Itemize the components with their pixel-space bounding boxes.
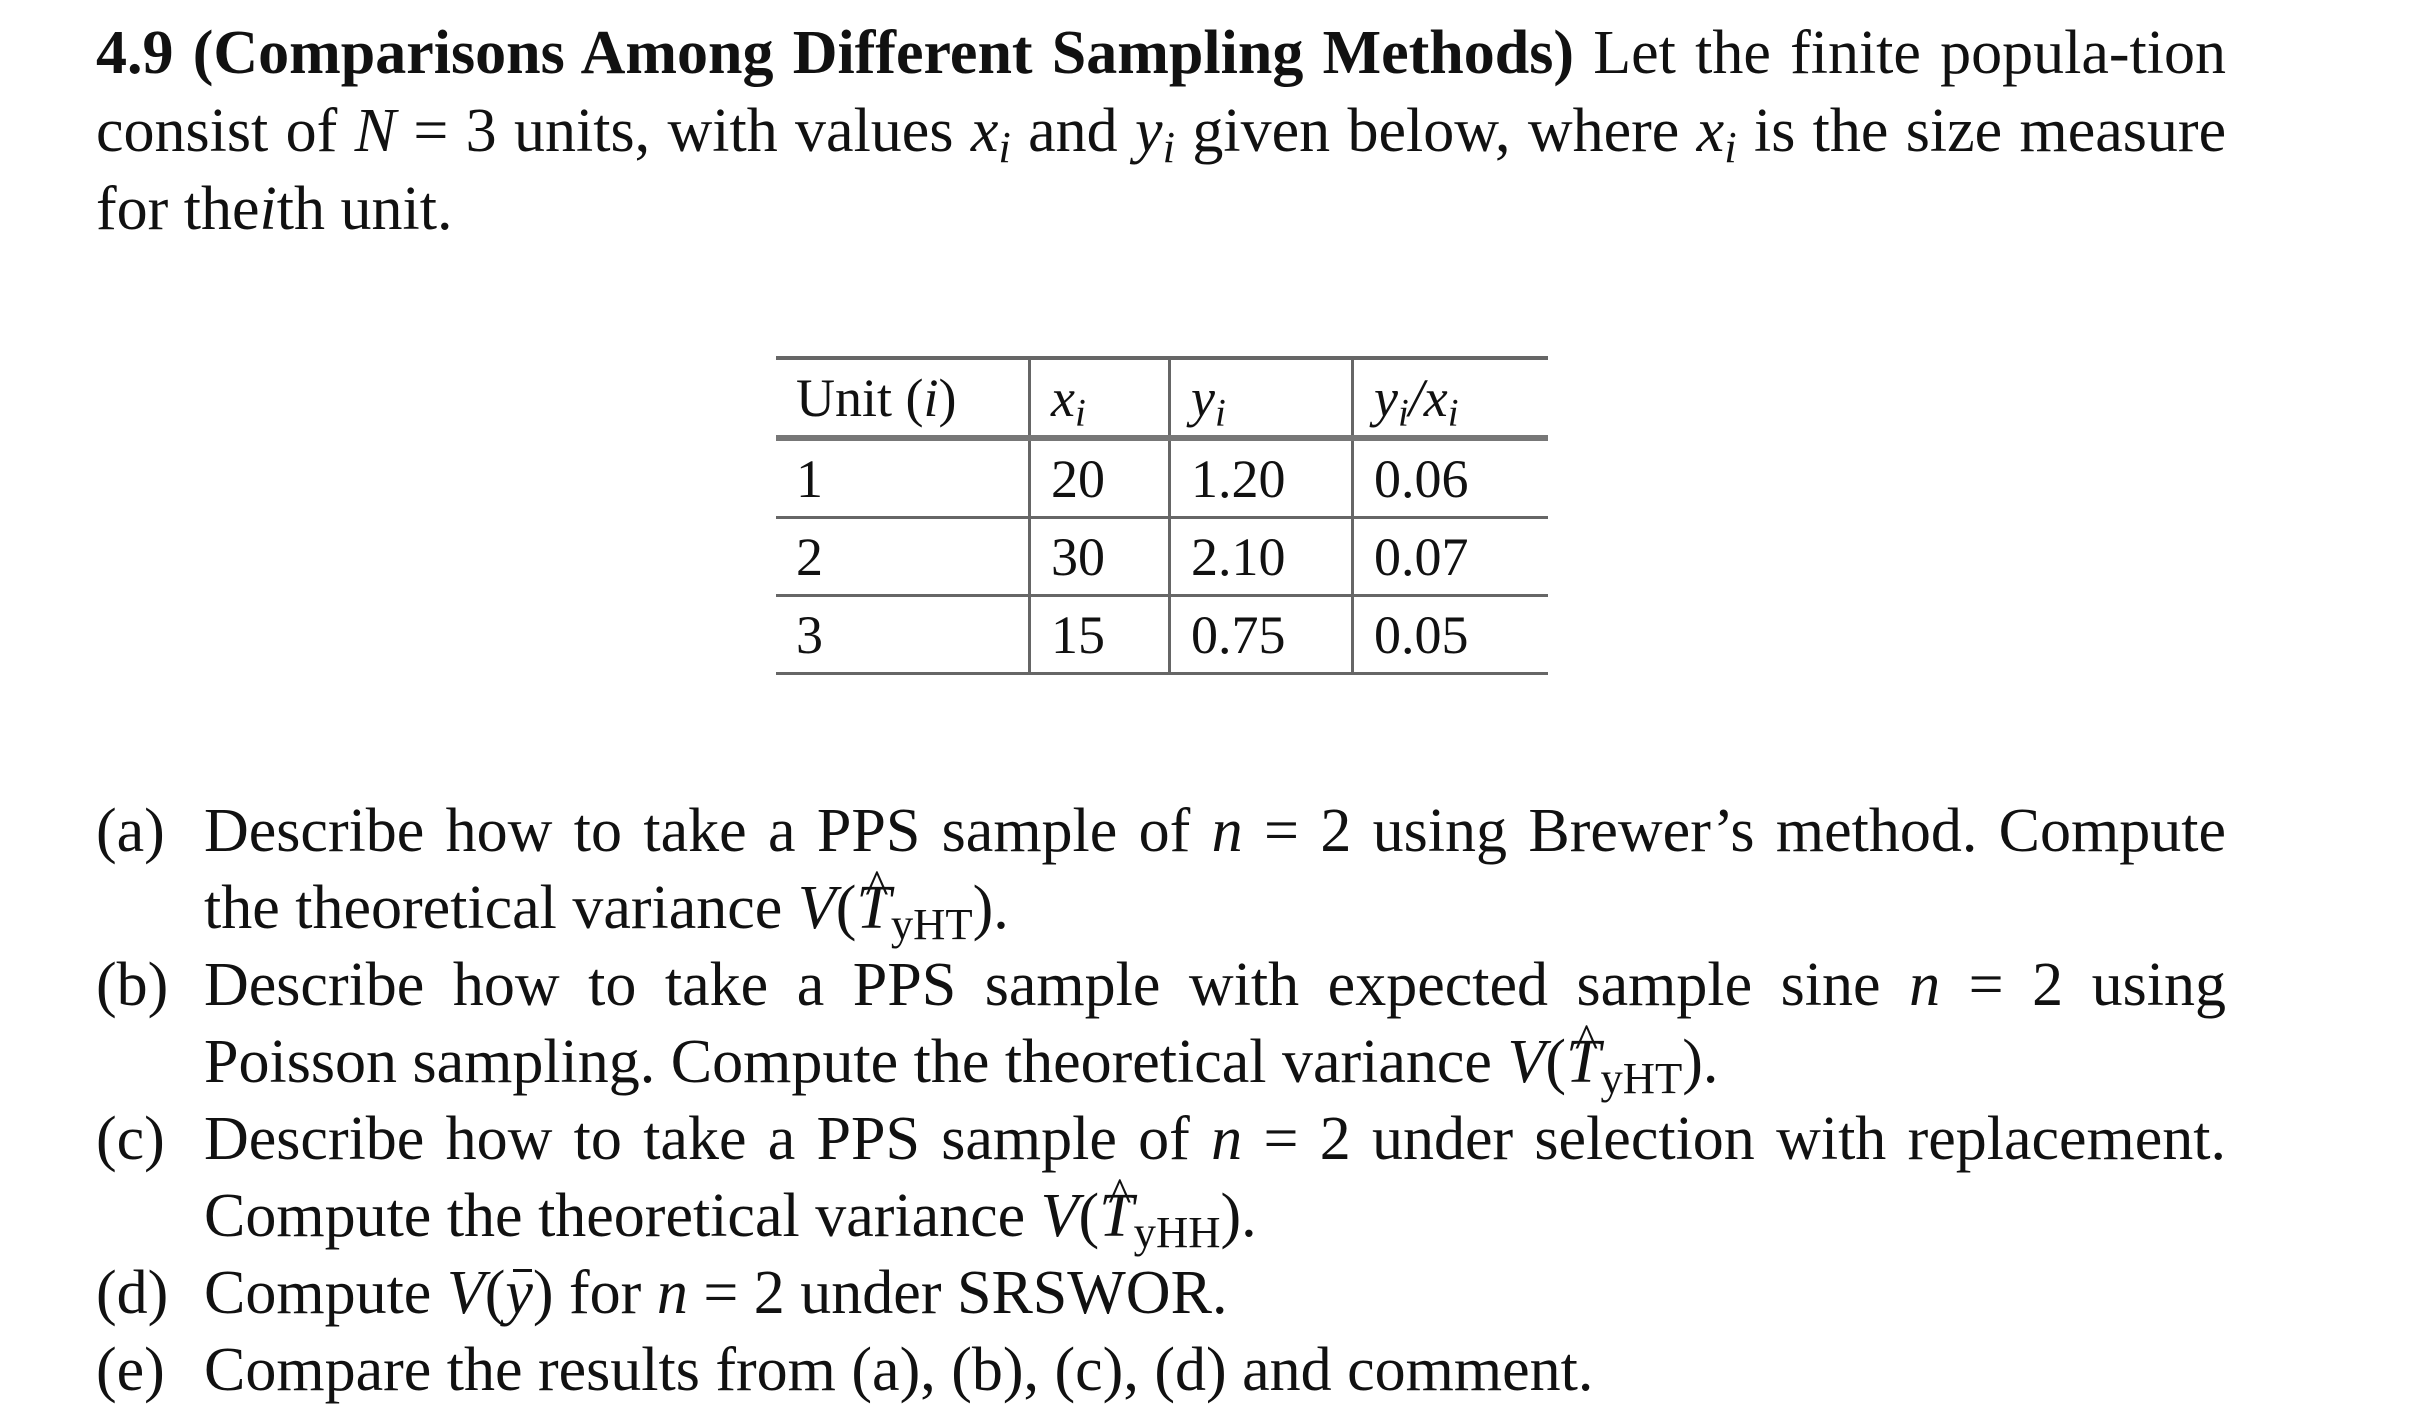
header-unit: Unit (i) [776, 358, 1030, 438]
cell-y: 0.75 [1170, 596, 1353, 674]
intro-text-1: Let the finite popula-tion consist of [96, 19, 2226, 165]
cell-y: 2.10 [1170, 518, 1353, 596]
question-text: = 2 using Poisson sampling. Compute the theoretical variance [204, 951, 2227, 1096]
cell-unit: 3 [776, 596, 1030, 674]
word-and: and [1028, 97, 1118, 165]
var-n: n [1211, 1105, 1243, 1173]
question-label: (e) [96, 1336, 165, 1404]
question-text: = 2 under selection with replacement. Compute the theoretical variance [204, 1105, 2227, 1250]
var-y-i: $y_i$ [1135, 97, 1175, 173]
question-label: (a) [96, 797, 165, 865]
question-label: (b) [96, 951, 169, 1019]
question-label: (c) [96, 1105, 165, 1173]
var-n: n [1909, 951, 1941, 1019]
var-n: n [1211, 797, 1243, 865]
question-text: Describe how to take a PPS sample of [204, 797, 1191, 865]
table-row [776, 438, 1548, 518]
header-x: $x_i$ [1030, 358, 1170, 438]
cell-x: 20 [1030, 438, 1170, 518]
problem-heading: (Comparisons Among Different Sampling Methods) [192, 19, 1575, 87]
cell-unit: 1 [776, 438, 1030, 518]
var-n: n [656, 1259, 688, 1327]
question-text: Describe how to take a PPS sample of [204, 1105, 1190, 1173]
header-ratio: $y_i/x_i$ [1353, 358, 1549, 438]
cell-ratio: 0.06 [1353, 438, 1549, 518]
intro-eq-N: = 3 units, with values [413, 97, 954, 165]
question-text: = 2 under SRSWOR. [703, 1259, 1228, 1327]
cell-x: 15 [1030, 596, 1170, 674]
variance-expression: V(^ $T_{yHT}$). [1507, 1028, 1718, 1096]
question-b [96, 947, 2227, 1104]
question-text: = 2 using Brewer’s method. Compute the theoretical variance [204, 797, 2227, 942]
var-i: i [259, 175, 277, 243]
question-e [96, 1332, 2226, 1409]
question-a [96, 793, 2227, 950]
cell-x: 30 [1030, 518, 1170, 596]
var-x-i: $x_i$ [970, 97, 1011, 173]
variance-expression: V(y) for [447, 1259, 642, 1327]
table-header-row [776, 358, 1548, 438]
problem-number: 4.9 [96, 19, 174, 87]
cell-y: 1.20 [1170, 438, 1353, 518]
intro-text-3: is the size measure for the [96, 97, 2227, 243]
table-row [776, 596, 1548, 674]
cell-ratio: 0.05 [1353, 596, 1549, 674]
var-N: N [354, 97, 396, 165]
variance-expression: V(^ $T_{yHH}$). [1041, 1182, 1257, 1250]
var-x-i-2: $x_i$ [1696, 97, 1737, 173]
question-text: Compute [204, 1259, 432, 1327]
question-text: Compare the results from (a), (b), (c), (d) and comment. [204, 1336, 1594, 1404]
variance-expression: V(^ $T_{yHT}$). [798, 874, 1009, 942]
question-label: (d) [96, 1259, 169, 1327]
intro-text-4: th unit. [276, 175, 453, 243]
cell-ratio: 0.07 [1353, 518, 1549, 596]
cell-unit: 2 [776, 518, 1030, 596]
question-c [96, 1101, 2227, 1258]
population-table [776, 356, 1548, 675]
question-d [96, 1255, 2226, 1332]
question-text: Describe how to take a PPS sample with expected sample sine [204, 951, 1881, 1019]
table-row [776, 518, 1548, 596]
header-y: $y_i$ [1170, 358, 1353, 438]
intro-text-2: given below, where [1192, 97, 1680, 165]
problem-intro [96, 14, 2226, 248]
question-list [96, 793, 2226, 1409]
